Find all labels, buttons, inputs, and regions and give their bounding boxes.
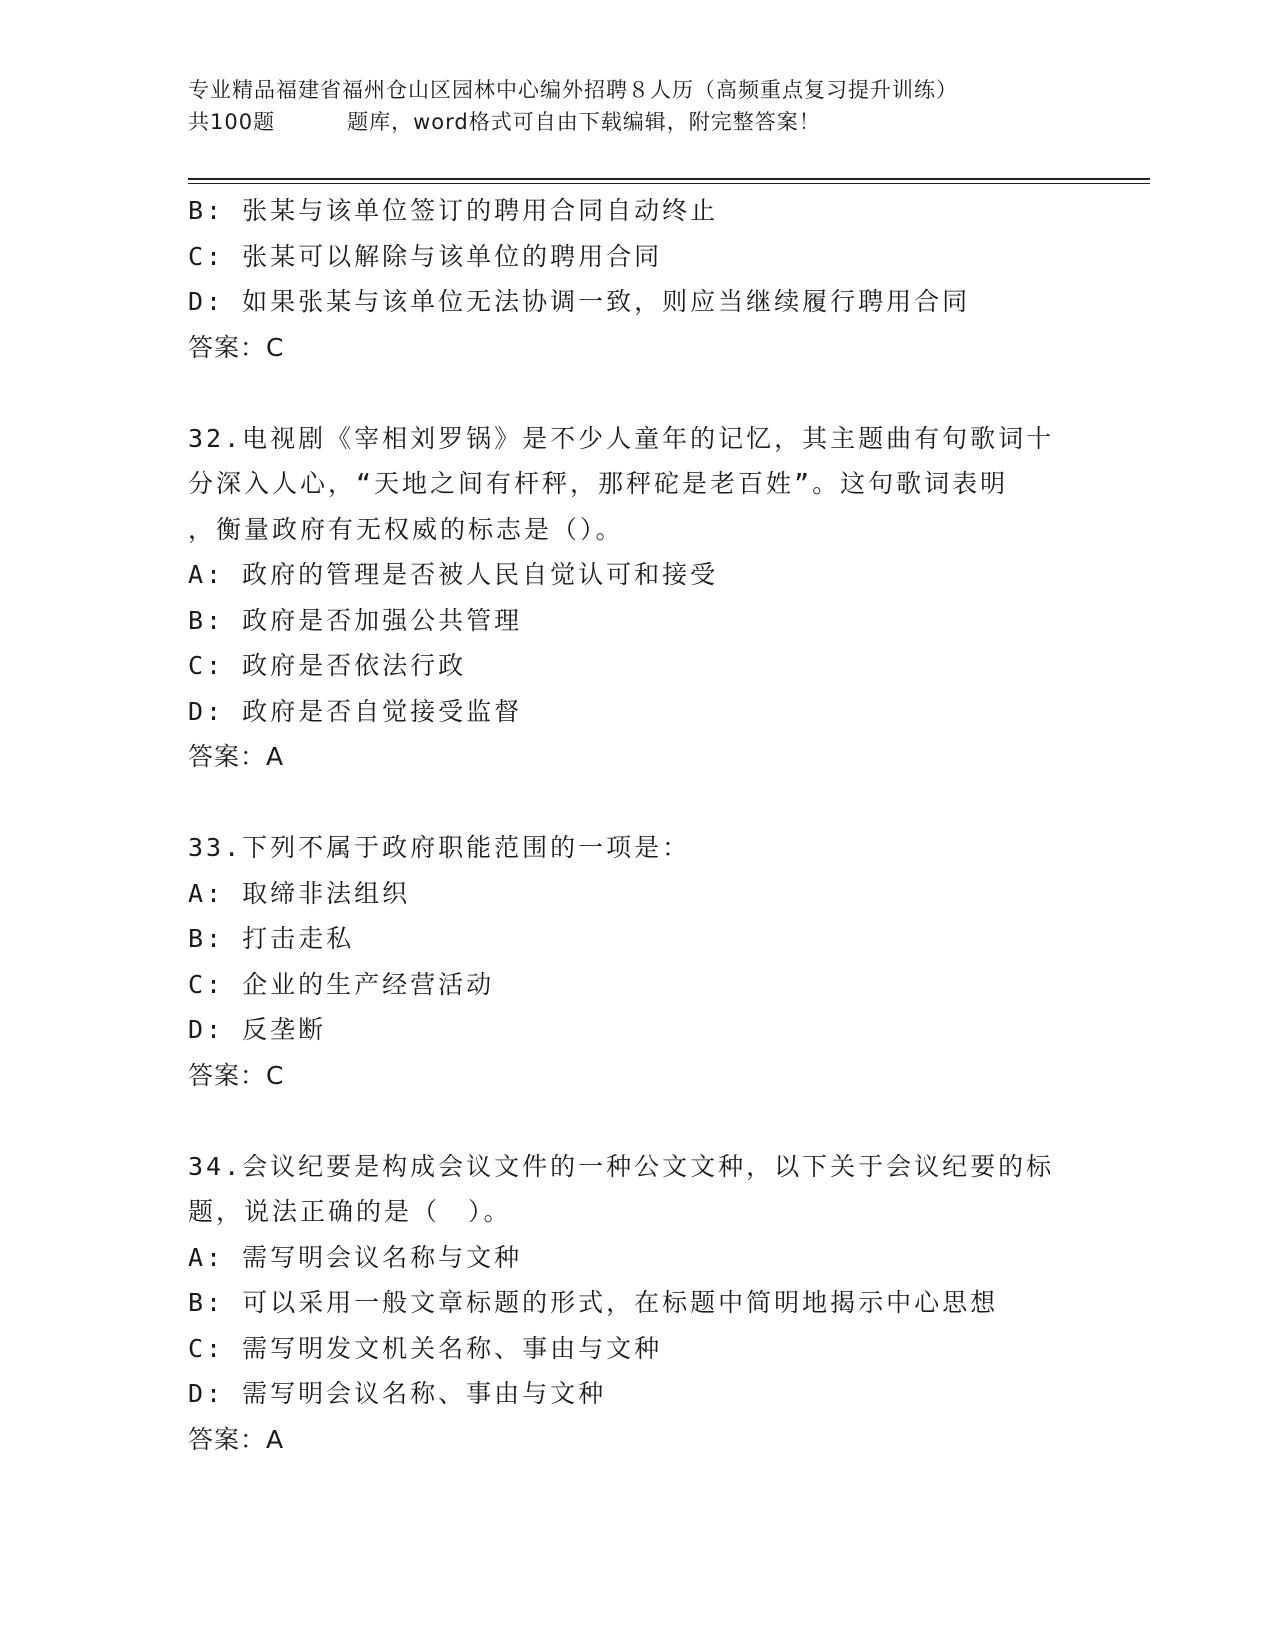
question-31-continued <box>188 188 1088 370</box>
page-header <box>188 74 1068 138</box>
question-stem: 分深入人心，“天地之间有杆秤，那秤砣是老百姓”。这句歌词表明 <box>188 469 1009 498</box>
header-divider-thin <box>188 183 1150 184</box>
header-question-count: 共100题 <box>188 110 276 134</box>
question-33 <box>188 825 1088 1098</box>
answer-line: 答案：C <box>188 1060 285 1090</box>
header-title-line2 <box>188 106 1068 138</box>
question-stem: 题，说法正确的是（ ）。 <box>188 1197 512 1226</box>
option-d: D: 政府是否自觉接受监督 <box>188 696 523 726</box>
option-a: A: 取缔非法组织 <box>188 878 411 908</box>
header-title-line1: 专业精品福建省福州仓山区园林中心编外招聘８人历（高频重点复习提升训练） <box>188 78 958 102</box>
question-list <box>188 188 1088 1462</box>
option-d: D: 反垄断 <box>188 1015 327 1044</box>
option-b: B: 政府是否加强公共管理 <box>188 605 523 635</box>
question-stem: ，衡量政府有无权威的标志是（）。 <box>188 514 624 544</box>
question-stem: 33.下列不属于政府职能范围的一项是： <box>188 833 691 862</box>
option-c: C: 企业的生产经营活动 <box>188 969 495 999</box>
header-description: 题库，word格式可自由下载编辑，附完整答案！ <box>347 110 821 134</box>
answer-line: 答案：A <box>188 1424 285 1454</box>
option-a: A: 需写明会议名称与文种 <box>188 1242 523 1272</box>
option-b: B: 张某与该单位签订的聘用合同自动终止 <box>188 196 719 225</box>
question-stem: 32.电视剧《宰相刘罗锅》是不少人童年的记忆，其主题曲有句歌词十 <box>188 423 1055 453</box>
answer-line: 答案：C <box>188 332 285 362</box>
question-32 <box>188 416 1088 780</box>
question-34 <box>188 1144 1088 1463</box>
option-b: B: 打击走私 <box>188 924 355 953</box>
option-c: C: 张某可以解除与该单位的聘用合同 <box>188 241 663 271</box>
option-b: B: 可以采用一般文章标题的形式，在标题中简明地揭示中心思想 <box>188 1288 999 1317</box>
option-a: A: 政府的管理是否被人民自觉认可和接受 <box>188 560 719 589</box>
option-d: D: 需写明会议名称、事由与文种 <box>188 1379 607 1408</box>
answer-line: 答案：A <box>188 742 285 771</box>
option-c: C: 需写明发文机关名称、事由与文种 <box>188 1333 663 1363</box>
question-stem: 34.会议纪要是构成会议文件的一种公文文种，以下关于会议纪要的标 <box>188 1151 1055 1181</box>
header-divider-thick <box>188 178 1150 180</box>
option-c: C: 政府是否依法行政 <box>188 651 467 680</box>
option-d: D: 如果张某与该单位无法协调一致，则应当继续履行聘用合同 <box>188 287 971 316</box>
